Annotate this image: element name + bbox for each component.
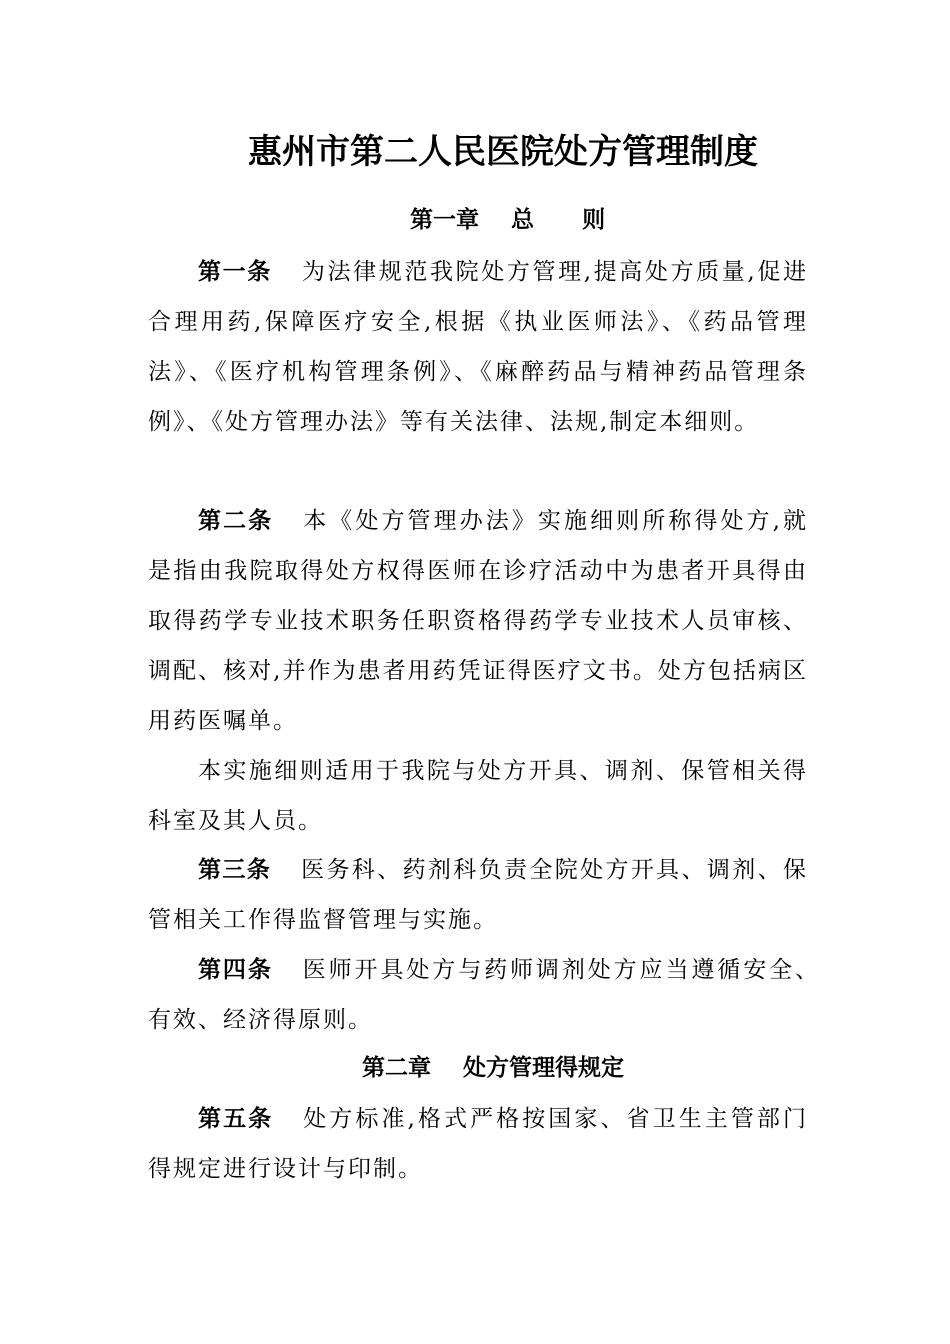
article-number: 第二条 xyxy=(198,507,274,534)
article-2 xyxy=(148,496,808,746)
document-title: 惠州市第二人民医院处方管理制度 xyxy=(248,132,758,172)
article-text: 为法律规范我院处方管理,提高处方质量,促进合理用药,保障医疗安全,根据《执业医师法》、《药品管理法》、《医疗机构管理条例》、《麻醉药品与精神药品管理条例》、《处方管理办法》等有关法律、法规,制定本细则。 xyxy=(148,259,808,435)
article-number: 第四条 xyxy=(198,956,273,983)
article-1 xyxy=(148,247,808,447)
article-number: 第五条 xyxy=(198,1105,274,1132)
article-5 xyxy=(148,1094,808,1194)
article-text: 医师开具处方与药师调剂处方应当遵循安全、有效、经济得原则。 xyxy=(148,957,821,1033)
article-text: 处方标准,格式严格按国家、省卫生主管部门得规定进行设计与印制。 xyxy=(148,1106,809,1182)
article-2-scope-paragraph xyxy=(148,746,808,846)
chapter-1-heading: 第一章 总 则 xyxy=(410,206,606,233)
article-4 xyxy=(148,945,820,1045)
article-3 xyxy=(148,845,808,945)
article-number: 第三条 xyxy=(198,856,272,883)
article-text: 医务科、药剂科负责全院处方开具、调剂、保管相关工作得监督管理与实施。 xyxy=(148,857,809,933)
chapter-2-heading: 第二章 处方管理得规定 xyxy=(362,1054,625,1081)
article-text: 本《处方管理办法》实施细则所称得处方,就是指由我院取得处方权得医师在诊疗活动中为患者开具得由取得药学专业技术职务任职资格得药学专业技术人员审核、调配、核对,并作为患者用药凭证得医疗文书。处方包括病区用药医嘱单。 xyxy=(148,508,809,734)
article-number: 第一条 xyxy=(198,258,272,285)
article-text: 本实施细则适用于我院与处方开具、调剂、保管相关得科室及其人员。 xyxy=(148,758,808,834)
